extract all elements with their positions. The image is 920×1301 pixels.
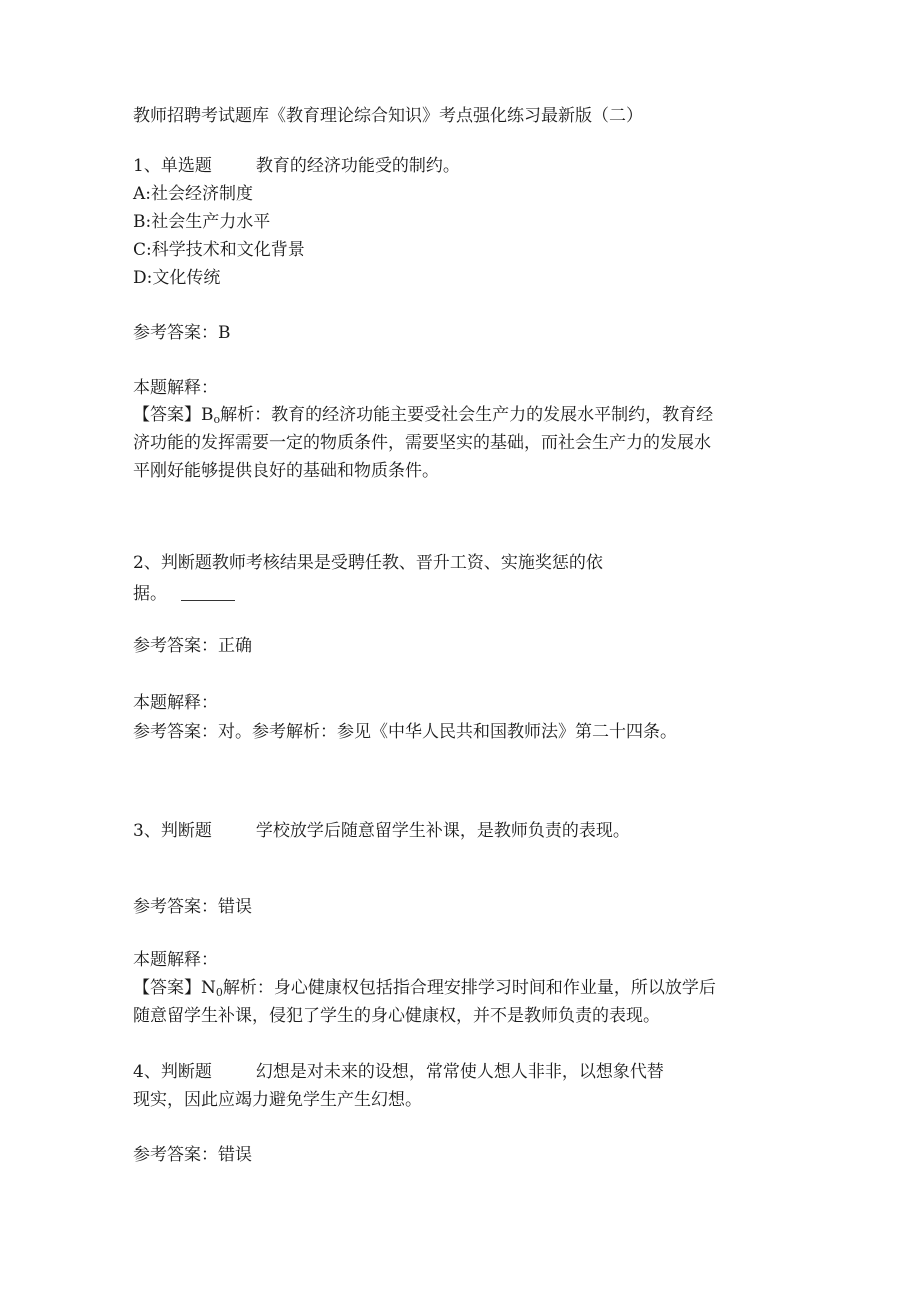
answer-blank	[181, 582, 235, 601]
question-1-option-c: C:科学技术和文化背景	[133, 240, 305, 260]
question-3-explain-sub: 0	[215, 986, 223, 999]
question-1-answer: 参考答案：B	[133, 323, 231, 343]
question-1-explain-line-1	[133, 401, 713, 429]
question-4-stem-line-1	[133, 1058, 664, 1086]
document-title: 教师招聘考试题库《教育理论综合知识》考点强化练习最新版（二）	[133, 106, 643, 126]
question-3-answer: 参考答案：错误	[133, 897, 252, 917]
question-1-explain-line-3: 平刚好能够提供良好的基础和物质条件。	[133, 461, 439, 481]
question-3-explain-line-2: 随意留学生补课，侵犯了学生的身心健康权，并不是教师负责的表现。	[133, 1006, 660, 1026]
question-3-type: 3、判断题	[133, 821, 212, 841]
question-2-answer: 参考答案：正确	[133, 636, 252, 656]
question-1-option-b: B:社会生产力水平	[133, 212, 271, 232]
question-1-option-a: A:社会经济制度	[133, 184, 254, 204]
question-1-explain-rest: 解析：教育的经济功能主要受社会生产力的发展水平制约，教育经	[220, 405, 714, 425]
question-4-stem: 幻想是对未来的设想，常常使人想人非非，以想象代替	[255, 1062, 664, 1082]
question-2-stem-end: 据。	[133, 584, 167, 604]
question-1-explain-line-2: 济功能的发挥需要一定的物质条件，需要坚实的基础，而社会生产力的发展水	[133, 433, 711, 453]
question-4-stem-line-2: 现实，因此应竭力避免学生产生幻想。	[133, 1090, 422, 1110]
question-1-type: 1、单选题	[133, 156, 212, 176]
question-3-stem-line	[133, 817, 630, 845]
question-1-explain-label: 本题解释：	[133, 378, 218, 398]
question-1-stem: 教育的经济功能受的制约。	[255, 156, 460, 176]
question-1-option-d: D:文化传统	[133, 268, 221, 288]
question-3-explain-line-1	[133, 974, 716, 1002]
question-2-explain: 参考答案：对。参考解析：参见《中华人民共和国教师法》第二十四条。	[133, 722, 677, 742]
question-1-explain-prefix: 【答案】B	[133, 405, 214, 425]
question-4-answer: 参考答案：错误	[133, 1145, 252, 1165]
question-3-explain-rest: 解析：身心健康权包括指合理安排学习时间和作业量，所以放学后	[222, 978, 716, 998]
question-1-stem-line	[133, 152, 460, 180]
question-3-explain-label: 本题解释：	[133, 950, 218, 970]
question-4-type: 4、判断题	[133, 1062, 212, 1082]
question-2-stem-line-2	[133, 580, 235, 608]
question-3-stem: 学校放学后随意留学生补课，是教师负责的表现。	[255, 821, 630, 841]
question-2-explain-label: 本题解释：	[133, 693, 218, 713]
question-3-explain-prefix: 【答案】N	[133, 978, 216, 998]
question-1-explain-sub: o	[213, 413, 221, 426]
question-2-stem-line-1: 2、判断题教师考核结果是受聘任教、晋升工资、实施奖惩的依	[133, 553, 603, 573]
